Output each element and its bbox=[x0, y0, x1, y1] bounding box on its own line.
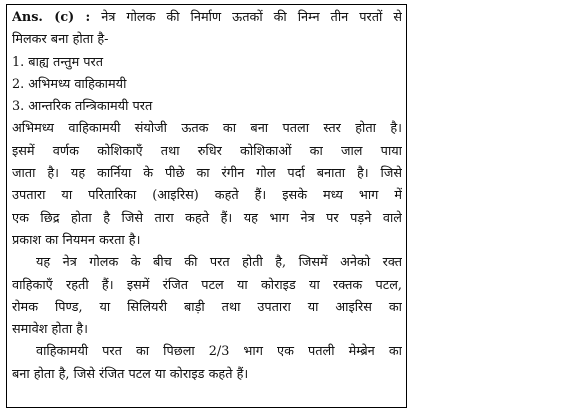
paragraph-3-line-2: बना होता है, जिसे रंजित पटल या कोराइड कहते हैं। bbox=[12, 366, 249, 382]
paragraph-1-line-3: जाता है। यह कार्निया के पीछे का रंगीन गोल पर्दा बनाता है। जिसे bbox=[12, 166, 402, 182]
paragraph-1-line-1: अभिमध्य वाहिकामयी संयोजी ऊतक का बना पतला स्तर होता है। bbox=[12, 121, 402, 137]
answer-label: Ans. (c) : bbox=[12, 10, 91, 25]
answer-box bbox=[6, 4, 407, 408]
paragraph-3-line-1: वाहिकामयी परत का पिछला 2/3 भाग एक पतली मेम्ब्रेन का bbox=[36, 344, 402, 360]
paragraph-2-line-3: रोमक पिण्ड, या सिलियरी बाड़ी तथा उपतारा या आइरिस का bbox=[12, 299, 402, 315]
paragraph-1-line-2: इसमें वर्णक कोशिकाएँ तथा रुधिर कोशिकाओं का जाल पाया bbox=[12, 143, 402, 159]
answer-line-text: नेत्र गोलक की निर्माण ऊतकों की निम्न तीन परतों से bbox=[101, 10, 402, 25]
paragraph-1-line-5: एक छिद्र होता है जिसे तारा कहते हैं। यह भाग नेत्र पर पड़ने वाले bbox=[12, 210, 402, 226]
answer-line-1 bbox=[12, 7, 402, 29]
list-item-1: 1. बाह्य तन्तुम परत bbox=[12, 54, 104, 70]
answer-line-2: मिलकर बना होता है- bbox=[12, 32, 109, 48]
paragraph-2-line-1: यह नेत्र गोलक के बीच की परत होती है, जिसमें अनेको रक्त bbox=[36, 255, 402, 271]
paragraph-2-line-2: वाहिकाएँ रहती हैं। इसमें रंजित पटल या कोराइड या रक्तक पटल, bbox=[12, 277, 402, 293]
paragraph-2-line-4: समावेश होता है। bbox=[12, 322, 88, 338]
list-item-2: 2. अभिमध्य वाहिकामयी bbox=[12, 76, 127, 92]
list-item-3: 3. आन्तरिक तन्त्रिकामयी परत bbox=[12, 99, 153, 115]
paragraph-1-line-4: उपतारा या परितारिका (आइरिस) कहते हैं। इसके मध्य भाग में bbox=[12, 188, 402, 204]
paragraph-1-line-6: प्रकाश का नियमन करता है। bbox=[12, 232, 141, 248]
